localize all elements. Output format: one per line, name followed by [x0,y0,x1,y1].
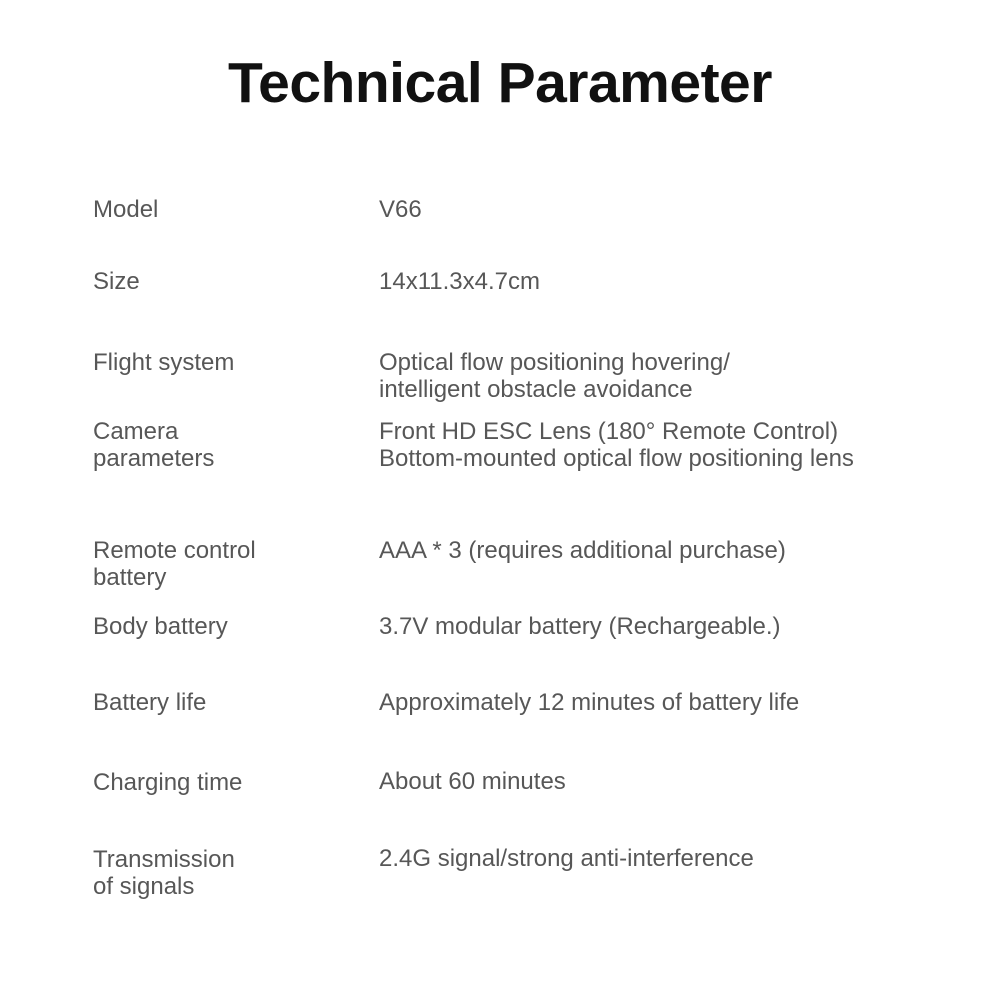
spec-label-remote-control-battery: Remote control battery [93,537,256,591]
spec-value-size: 14x11.3x4.7cm [379,268,540,295]
spec-value-remote-control-battery: AAA * 3 (requires additional purchase) [379,537,786,564]
spec-value-camera-parameters: Front HD ESC Lens (180° Remote Control) Bottom-mounted optical flow positioning lens [379,418,854,472]
page-title: Technical Parameter [228,51,772,115]
spec-value-model: V66 [379,196,422,223]
spec-label-size: Size [93,268,140,295]
spec-label-transmission-of-signals: Transmission of signals [93,846,235,900]
spec-label-camera-parameters: Camera parameters [93,418,215,472]
spec-value-charging-time: About 60 minutes [379,768,566,795]
spec-value-flight-system: Optical flow positioning hovering/ intelligent obstacle avoidance [379,349,730,403]
spec-label-body-battery: Body battery [93,613,228,640]
spec-value-transmission-of-signals: 2.4G signal/strong anti-interference [379,845,754,872]
spec-value-body-battery: 3.7V modular battery (Rechargeable.) [379,613,781,640]
spec-label-charging-time: Charging time [93,769,243,796]
spec-label-battery-life: Battery life [93,689,207,716]
spec-label-flight-system: Flight system [93,349,235,376]
spec-value-battery-life: Approximately 12 minutes of battery life [379,689,800,716]
spec-label-model: Model [93,196,159,223]
